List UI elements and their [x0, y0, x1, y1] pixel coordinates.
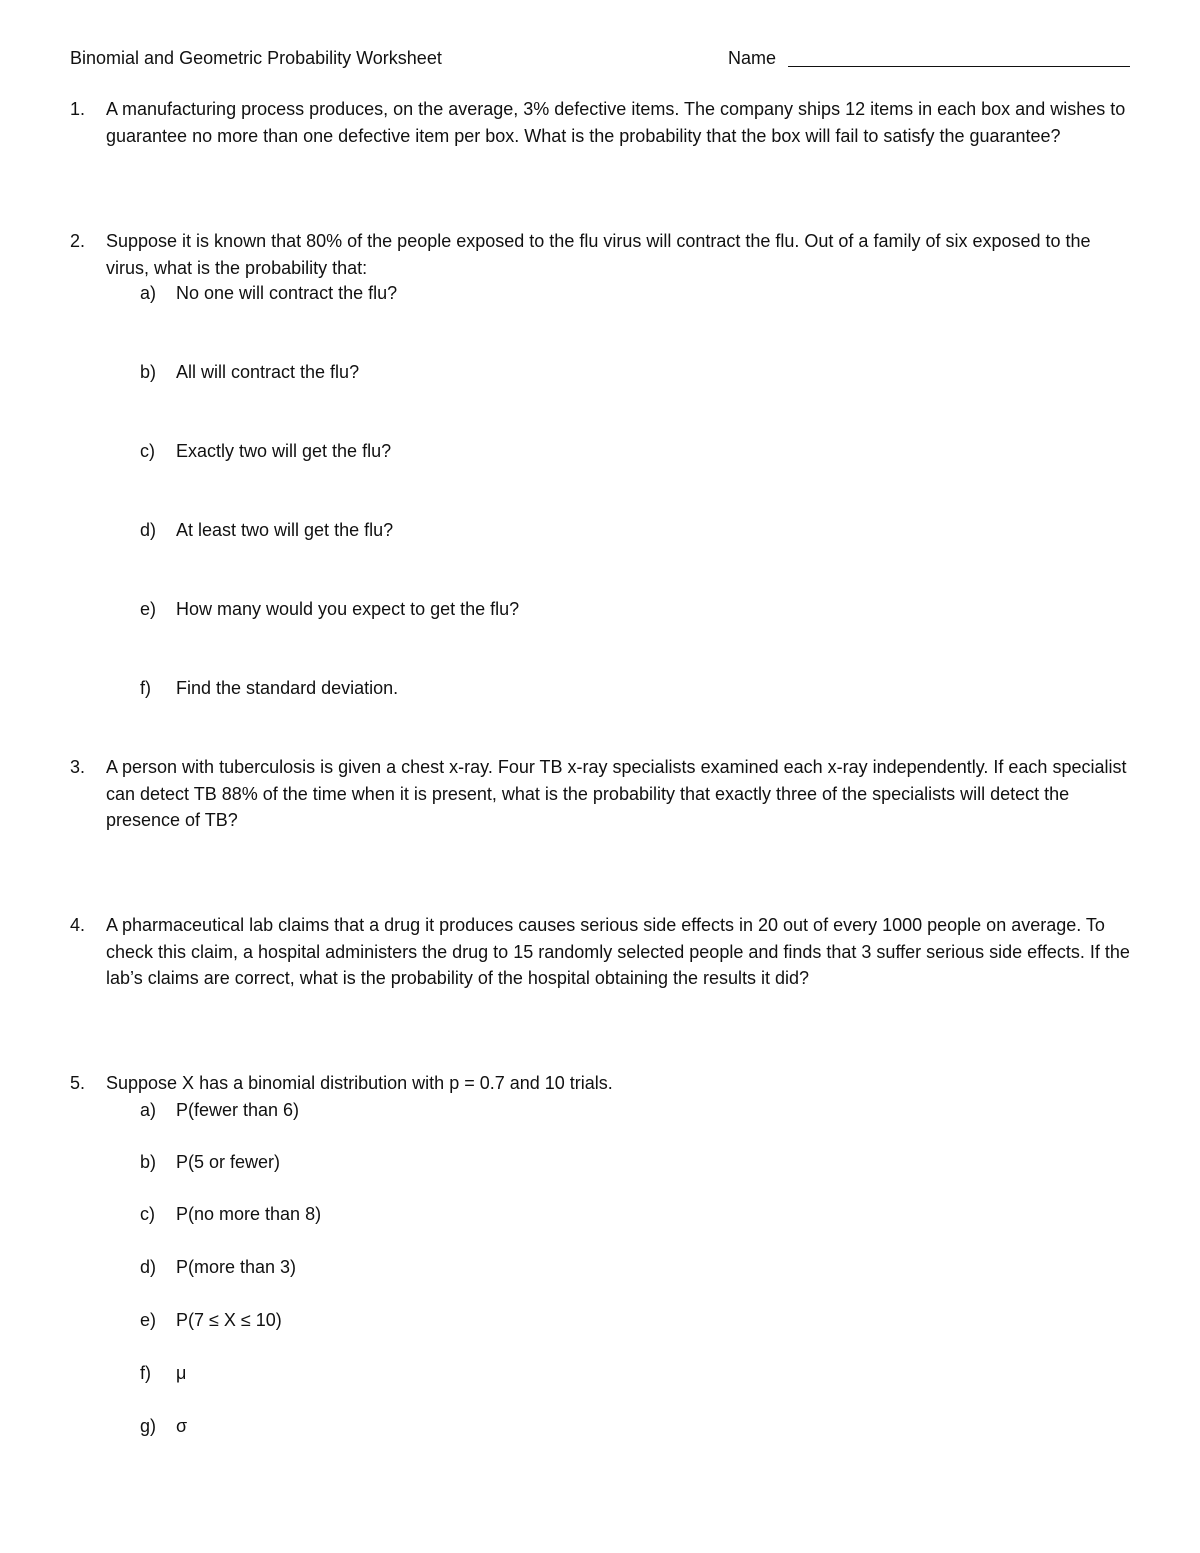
name-underline [788, 66, 1130, 67]
question-2-part-b [140, 359, 359, 385]
part-text: P(5 or fewer) [176, 1152, 281, 1172]
part-letter: a) [140, 1100, 157, 1120]
question-2-part-e [140, 596, 519, 622]
question-number: 2. [70, 231, 86, 251]
question-2-part-f [140, 675, 398, 701]
question-5-part-a [140, 1097, 299, 1123]
question-2-part-c [140, 438, 391, 464]
part-letter: c) [140, 441, 155, 461]
part-text: Find the standard deviation. [176, 678, 399, 698]
question-5-part-e [140, 1307, 282, 1333]
question-4 [70, 912, 1130, 992]
name-label: Name [728, 48, 777, 68]
part-letter: f) [140, 1363, 151, 1383]
question-5-part-f [140, 1360, 186, 1386]
question-number: 5. [70, 1073, 86, 1093]
question-3 [70, 754, 1130, 834]
question-text: A pharmaceutical lab claims that a drug it produces causes serious side effects in 20 out of every 1000 people on average. To check this claim, a hospital administers the drug to 15 randomly selected people and finds that 3 suffer serious side effects. If the lab’s claims are correct, what is the probability of the hospital obtaining the results it did? [106, 915, 1130, 988]
part-letter: c) [140, 1204, 155, 1224]
part-text: P(7 ≤ X ≤ 10) [176, 1310, 282, 1330]
part-text: At least two will get the flu? [176, 520, 394, 540]
question-5 [70, 1070, 1130, 1097]
part-letter: d) [140, 520, 157, 540]
question-2-part-a [140, 280, 397, 306]
part-letter: a) [140, 283, 157, 303]
part-letter: f) [140, 678, 151, 698]
question-number: 3. [70, 757, 86, 777]
part-letter: b) [140, 1152, 157, 1172]
part-text: P(fewer than 6) [176, 1100, 300, 1120]
part-text: All will contract the flu? [176, 362, 360, 382]
part-letter: e) [140, 1310, 157, 1330]
part-text: σ [176, 1416, 188, 1436]
question-number: 4. [70, 915, 86, 935]
question-text: Suppose it is known that 80% of the people exposed to the flu virus will contract the flu. Out of a family of six exposed to the virus, what is the probability that: [106, 231, 1091, 278]
question-text: Suppose X has a binomial distribution with p = 0.7 and 10 trials. [106, 1073, 613, 1093]
question-5-part-g [140, 1413, 187, 1439]
part-text: Exactly two will get the flu? [176, 441, 392, 461]
question-2-part-d [140, 517, 393, 543]
question-5-part-b [140, 1149, 280, 1175]
part-letter: g) [140, 1416, 157, 1436]
question-5-part-c [140, 1201, 321, 1227]
question-2 [70, 228, 1130, 281]
worksheet-title: Binomial and Geometric Probability Worksheet [70, 48, 442, 68]
question-number: 1. [70, 99, 86, 119]
part-letter: b) [140, 362, 157, 382]
part-text: P(more than 3) [176, 1257, 297, 1277]
name-field [728, 46, 1130, 70]
part-text: No one will contract the flu? [176, 283, 398, 303]
worksheet-header [70, 46, 1130, 72]
part-text: P(no more than 8) [176, 1204, 322, 1224]
part-text: μ [176, 1363, 187, 1383]
question-1 [70, 96, 1130, 149]
question-text: A person with tuberculosis is given a chest x-ray. Four TB x-ray specialists examined each x-ray independently. If each specialist can detect TB 88% of the time when it is present, what is the probability that exactly three of the specialists will detect the presence of TB? [106, 757, 1127, 830]
part-letter: e) [140, 599, 157, 619]
question-5-part-d [140, 1254, 296, 1280]
question-text: A manufacturing process produces, on the average, 3% defective items. The company ships 12 items in each box and wishes to guarantee no more than one defective item per box. What is the probability that the box will fail to satisfy the guarantee? [106, 99, 1126, 146]
part-text: How many would you expect to get the flu? [176, 599, 520, 619]
part-letter: d) [140, 1257, 157, 1277]
